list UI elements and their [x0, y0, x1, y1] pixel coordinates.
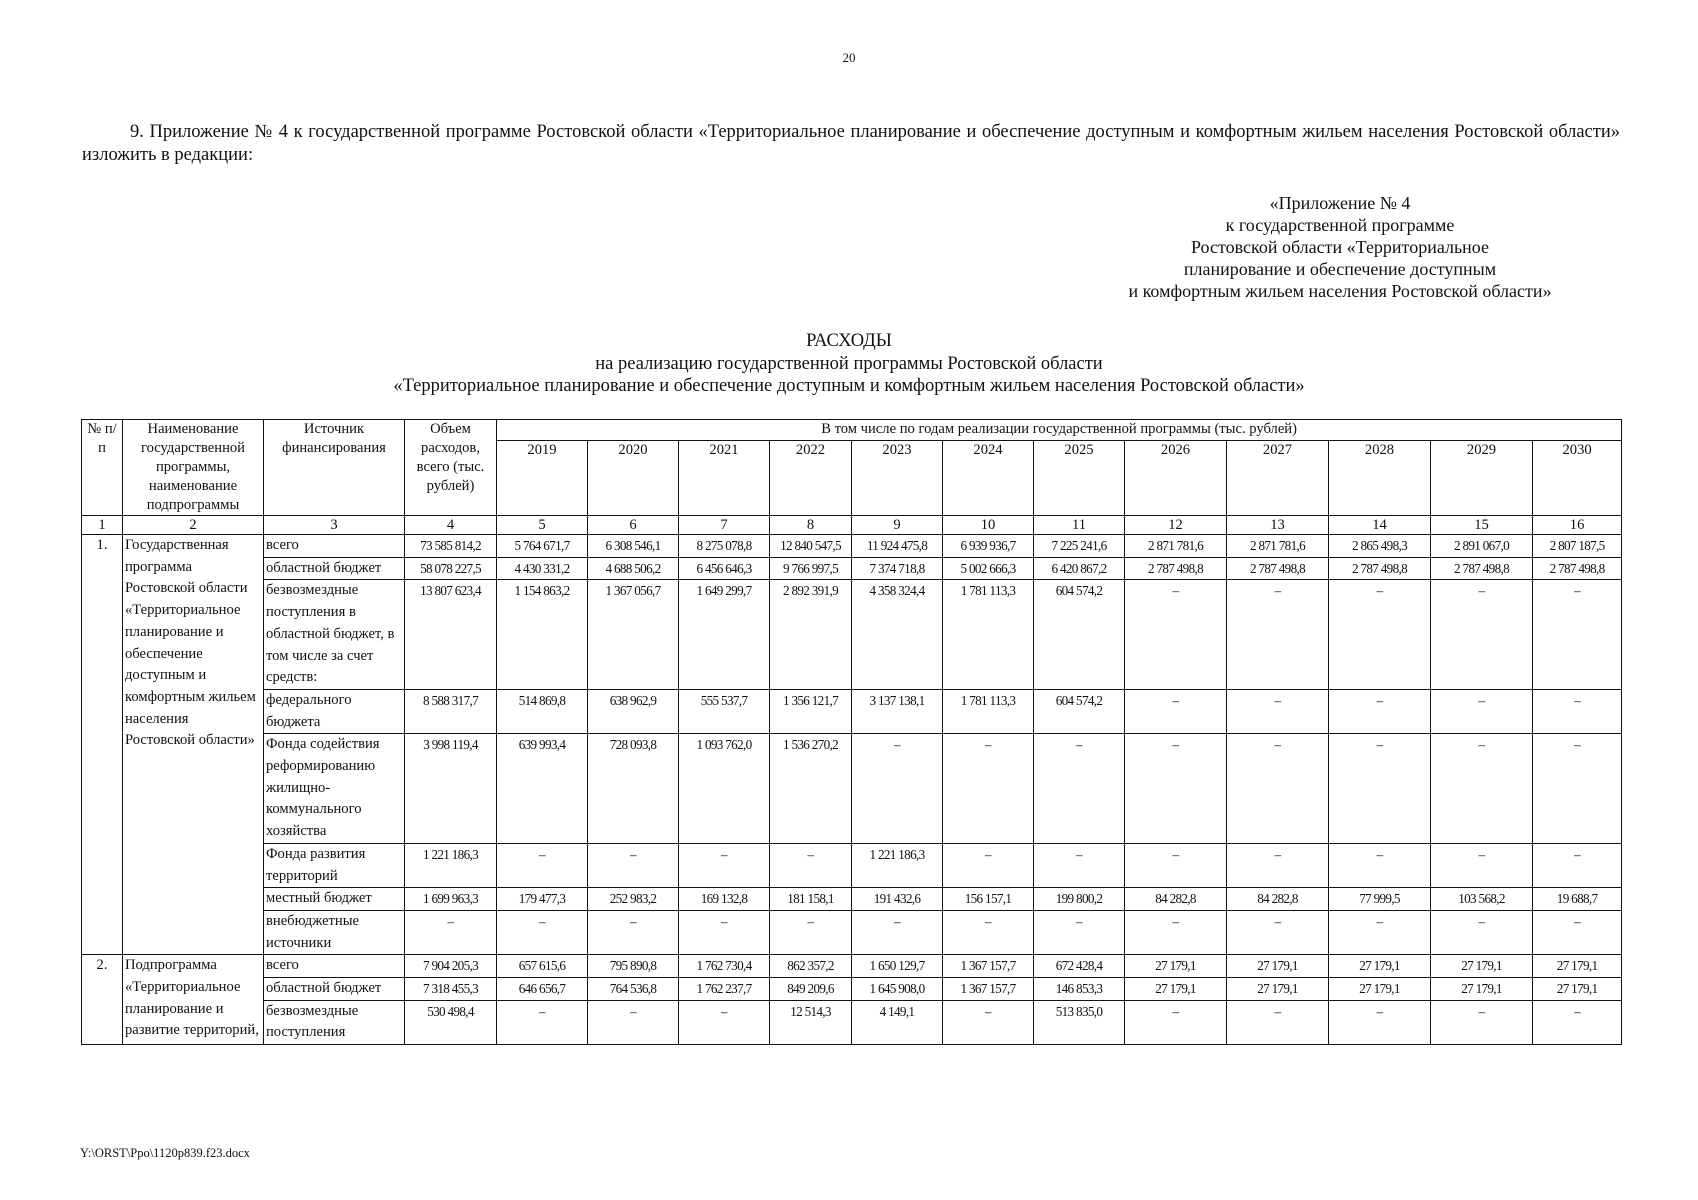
- column-number: 15: [1431, 516, 1533, 535]
- funding-source: всего: [264, 955, 405, 978]
- table-row: [82, 910, 1622, 954]
- header-years-caption: В том числе по годам реализации государственной программы (тыс. рублей): [497, 420, 1622, 441]
- year-amount: 1 154 863,2: [497, 580, 588, 690]
- year-amount: –: [1431, 734, 1533, 844]
- year-amount: –: [1125, 910, 1227, 954]
- row-number: 2.: [82, 955, 123, 1045]
- column-number: 2: [123, 516, 264, 535]
- year-amount: 657 615,6: [497, 955, 588, 978]
- header-volume: Объем расходов, всего (тыс. рублей): [405, 420, 497, 516]
- funding-source: всего: [264, 535, 405, 558]
- year-amount: –: [1227, 910, 1329, 954]
- year-amount: –: [1533, 1000, 1622, 1044]
- column-number-row: [82, 516, 1622, 535]
- year-amount: 8 275 078,8: [679, 535, 770, 558]
- table-row: [82, 689, 1622, 733]
- year-amount: 6 939 936,7: [943, 535, 1034, 558]
- year-amount: 179 477,3: [497, 888, 588, 911]
- year-amount: 2 891 067,0: [1431, 535, 1533, 558]
- year-amount: –: [679, 843, 770, 887]
- column-number: 1: [82, 516, 123, 535]
- header-year: 2024: [943, 441, 1034, 516]
- year-amount: –: [770, 910, 852, 954]
- year-amount: –: [1227, 1000, 1329, 1044]
- year-amount: 1 650 129,7: [852, 955, 943, 978]
- total-amount: 7 318 455,3: [405, 978, 497, 1001]
- year-amount: –: [1227, 689, 1329, 733]
- year-amount: 27 179,1: [1431, 955, 1533, 978]
- year-amount: –: [497, 910, 588, 954]
- total-amount: 8 588 317,7: [405, 689, 497, 733]
- funding-source: внебюджетные источники: [264, 910, 405, 954]
- year-amount: –: [1125, 1000, 1227, 1044]
- funding-source: областной бюджет: [264, 557, 405, 580]
- year-amount: 1 781 113,3: [943, 580, 1034, 690]
- amendment-paragraph: 9. Приложение № 4 к государственной программе Ростовской области «Территориальное планирование и обеспечение доступным и комфортным жильем населения Ростовской области» изложить в редакции:: [82, 122, 1620, 165]
- year-amount: 513 835,0: [1034, 1000, 1125, 1044]
- year-amount: 27 179,1: [1533, 955, 1622, 978]
- title-line: на реализацию государственной программы Ростовской области: [595, 353, 1103, 374]
- year-amount: 199 800,2: [1034, 888, 1125, 911]
- year-amount: –: [1533, 910, 1622, 954]
- header-year: 2027: [1227, 441, 1329, 516]
- total-amount: 73 585 814,2: [405, 535, 497, 558]
- year-amount: –: [1125, 580, 1227, 690]
- funding-source: Фонда развития территорий: [264, 843, 405, 887]
- column-number: 14: [1329, 516, 1431, 535]
- program-name: Подпрограмма «Территориальное планирование и развитие территорий,: [123, 955, 264, 1045]
- total-amount: –: [405, 910, 497, 954]
- column-number: 10: [943, 516, 1034, 535]
- header-year: 2019: [497, 441, 588, 516]
- year-amount: –: [1329, 734, 1431, 844]
- funding-source: безвозмездные поступления в областной бюджет, в том числе за счет средств:: [264, 580, 405, 690]
- column-number: 4: [405, 516, 497, 535]
- column-number: 5: [497, 516, 588, 535]
- year-amount: –: [1431, 580, 1533, 690]
- table-row: [82, 535, 1622, 558]
- table-row: [82, 955, 1622, 978]
- year-amount: –: [943, 1000, 1034, 1044]
- year-amount: 764 536,8: [588, 978, 679, 1001]
- year-amount: 1 762 730,4: [679, 955, 770, 978]
- title-line: «Территориальное планирование и обеспечение доступным и комфортным жильем населения Ростовской области»: [393, 376, 1305, 396]
- year-amount: 555 537,7: [679, 689, 770, 733]
- table-row: [82, 1000, 1622, 1044]
- year-amount: 2 787 498,8: [1227, 557, 1329, 580]
- year-amount: –: [679, 910, 770, 954]
- year-amount: 27 179,1: [1125, 955, 1227, 978]
- appendix-line: «Приложение № 4: [1269, 193, 1411, 213]
- year-amount: –: [1034, 843, 1125, 887]
- year-amount: 4 688 506,2: [588, 557, 679, 580]
- year-amount: –: [1431, 910, 1533, 954]
- year-amount: –: [1034, 734, 1125, 844]
- header-year: 2021: [679, 441, 770, 516]
- table-body: [82, 516, 1622, 1045]
- year-amount: –: [1227, 843, 1329, 887]
- year-amount: 2 871 781,6: [1125, 535, 1227, 558]
- year-amount: 2 787 498,8: [1125, 557, 1227, 580]
- year-amount: 84 282,8: [1227, 888, 1329, 911]
- year-amount: 6 308 546,1: [588, 535, 679, 558]
- year-amount: 4 149,1: [852, 1000, 943, 1044]
- table-row: [82, 978, 1622, 1001]
- year-amount: –: [588, 843, 679, 887]
- column-number: 8: [770, 516, 852, 535]
- year-amount: 27 179,1: [1227, 955, 1329, 978]
- year-amount: 12 514,3: [770, 1000, 852, 1044]
- year-amount: –: [943, 843, 1034, 887]
- appendix-line: Ростовской области «Территориальное: [1190, 237, 1490, 257]
- year-amount: 639 993,4: [497, 734, 588, 844]
- column-number: 13: [1227, 516, 1329, 535]
- year-amount: –: [1431, 843, 1533, 887]
- year-amount: –: [1329, 910, 1431, 954]
- column-number: 9: [852, 516, 943, 535]
- header-row: [82, 420, 1622, 441]
- year-amount: 1 367 157,7: [943, 955, 1034, 978]
- funding-source: местный бюджет: [264, 888, 405, 911]
- year-amount: –: [1227, 580, 1329, 690]
- year-amount: 1 367 056,7: [588, 580, 679, 690]
- total-amount: 3 998 119,4: [405, 734, 497, 844]
- year-amount: –: [497, 843, 588, 887]
- year-amount: –: [1125, 689, 1227, 733]
- total-amount: 13 807 623,4: [405, 580, 497, 690]
- column-number: 7: [679, 516, 770, 535]
- year-amount: 11 924 475,8: [852, 535, 943, 558]
- year-amount: 84 282,8: [1125, 888, 1227, 911]
- header-num: № п/п: [82, 420, 123, 516]
- year-amount: 2 892 391,9: [770, 580, 852, 690]
- header-name: Наименование государственной программы, наименование подпрограммы: [123, 420, 264, 516]
- year-amount: 672 428,4: [1034, 955, 1125, 978]
- table-row: [82, 843, 1622, 887]
- year-amount: 514 869,8: [497, 689, 588, 733]
- year-amount: –: [943, 734, 1034, 844]
- year-amount: –: [852, 734, 943, 844]
- year-amount: –: [1125, 734, 1227, 844]
- year-amount: 146 853,3: [1034, 978, 1125, 1001]
- year-amount: –: [770, 843, 852, 887]
- year-amount: 27 179,1: [1329, 955, 1431, 978]
- year-amount: 3 137 138,1: [852, 689, 943, 733]
- year-amount: 27 179,1: [1125, 978, 1227, 1001]
- year-amount: –: [852, 910, 943, 954]
- year-amount: 27 179,1: [1533, 978, 1622, 1001]
- year-amount: 6 420 867,2: [1034, 557, 1125, 580]
- year-amount: 7 225 241,6: [1034, 535, 1125, 558]
- year-amount: 27 179,1: [1431, 978, 1533, 1001]
- year-amount: 6 456 646,3: [679, 557, 770, 580]
- year-amount: 1 093 762,0: [679, 734, 770, 844]
- year-amount: 2 807 187,5: [1533, 535, 1622, 558]
- year-amount: 27 179,1: [1227, 978, 1329, 1001]
- year-amount: –: [1329, 1000, 1431, 1044]
- year-amount: 7 374 718,8: [852, 557, 943, 580]
- year-amount: –: [1034, 910, 1125, 954]
- year-amount: 728 093,8: [588, 734, 679, 844]
- year-amount: –: [1431, 1000, 1533, 1044]
- year-amount: 646 656,7: [497, 978, 588, 1001]
- header-year: 2029: [1431, 441, 1533, 516]
- year-amount: –: [1431, 689, 1533, 733]
- year-amount: 1 356 121,7: [770, 689, 852, 733]
- year-amount: 604 574,2: [1034, 689, 1125, 733]
- table-row: [82, 557, 1622, 580]
- year-amount: 252 983,2: [588, 888, 679, 911]
- year-amount: 5 764 671,7: [497, 535, 588, 558]
- year-amount: 1 762 237,7: [679, 978, 770, 1001]
- table-row: [82, 888, 1622, 911]
- total-amount: 7 904 205,3: [405, 955, 497, 978]
- funding-source: безвозмездные поступления: [264, 1000, 405, 1044]
- table-row: [82, 580, 1622, 690]
- year-amount: 156 157,1: [943, 888, 1034, 911]
- header-year: 2023: [852, 441, 943, 516]
- year-amount: 77 999,5: [1329, 888, 1431, 911]
- total-amount: 530 498,4: [405, 1000, 497, 1044]
- total-amount: 1 221 186,3: [405, 843, 497, 887]
- title-line: РАСХОДЫ: [806, 331, 892, 351]
- year-amount: –: [679, 1000, 770, 1044]
- year-amount: 27 179,1: [1329, 978, 1431, 1001]
- year-amount: 2 865 498,3: [1329, 535, 1431, 558]
- file-path-footer: Y:\ORST\Ppo\1120p839.f23.docx: [80, 1146, 250, 1160]
- funding-source: областной бюджет: [264, 978, 405, 1001]
- header-year: 2022: [770, 441, 852, 516]
- appendix-line: и комфортным жильем населения Ростовской области»: [1128, 281, 1552, 301]
- year-amount: 795 890,8: [588, 955, 679, 978]
- year-amount: 2 787 498,8: [1431, 557, 1533, 580]
- year-amount: 849 209,6: [770, 978, 852, 1001]
- year-amount: 5 002 666,3: [943, 557, 1034, 580]
- year-amount: –: [1329, 689, 1431, 733]
- year-amount: 191 432,6: [852, 888, 943, 911]
- year-amount: –: [1227, 734, 1329, 844]
- year-amount: –: [943, 910, 1034, 954]
- year-amount: 1 649 299,7: [679, 580, 770, 690]
- year-amount: –: [497, 1000, 588, 1044]
- appendix-line: планирование и обеспечение доступным: [1183, 259, 1497, 279]
- header-year: 2025: [1034, 441, 1125, 516]
- header-year: 2020: [588, 441, 679, 516]
- year-amount: 19 688,7: [1533, 888, 1622, 911]
- expenditure-table: [81, 419, 1622, 1045]
- program-name: Государственная программа Ростовской области «Территориальное планирование и обеспечение доступным и комфортным жильем населения Ростовской области»: [123, 535, 264, 955]
- total-amount: 58 078 227,5: [405, 557, 497, 580]
- year-amount: 604 574,2: [1034, 580, 1125, 690]
- page-number: 20: [842, 50, 856, 65]
- header-year: 2030: [1533, 441, 1622, 516]
- year-amount: 1 221 186,3: [852, 843, 943, 887]
- funding-source: Фонда содействия реформированию жилищно-коммунального хозяйства: [264, 734, 405, 844]
- column-number: 11: [1034, 516, 1125, 535]
- year-amount: –: [1329, 843, 1431, 887]
- year-amount: 1 536 270,2: [770, 734, 852, 844]
- column-number: 6: [588, 516, 679, 535]
- column-number: 3: [264, 516, 405, 535]
- year-amount: –: [1533, 689, 1622, 733]
- document-title: [0, 330, 1698, 398]
- year-amount: –: [1533, 580, 1622, 690]
- year-amount: 2 787 498,8: [1329, 557, 1431, 580]
- column-number: 12: [1125, 516, 1227, 535]
- year-amount: 12 840 547,5: [770, 535, 852, 558]
- header-year: 2026: [1125, 441, 1227, 516]
- column-number: 16: [1533, 516, 1622, 535]
- header-source: Источник финансирования: [264, 420, 405, 516]
- year-amount: 9 766 997,5: [770, 557, 852, 580]
- funding-source: федерального бюджета: [264, 689, 405, 733]
- year-amount: 862 357,2: [770, 955, 852, 978]
- total-amount: 1 699 963,3: [405, 888, 497, 911]
- year-amount: 2 871 781,6: [1227, 535, 1329, 558]
- year-amount: –: [588, 1000, 679, 1044]
- year-amount: 103 568,2: [1431, 888, 1533, 911]
- appendix-line: к государственной программе: [1225, 215, 1455, 235]
- year-amount: 1 645 908,0: [852, 978, 943, 1001]
- year-amount: 1 781 113,3: [943, 689, 1034, 733]
- header-year: 2028: [1329, 441, 1431, 516]
- year-amount: –: [1329, 580, 1431, 690]
- year-amount: 2 787 498,8: [1533, 557, 1622, 580]
- year-amount: –: [1125, 843, 1227, 887]
- year-amount: 4 358 324,4: [852, 580, 943, 690]
- appendix-reference: [1060, 192, 1620, 302]
- year-amount: –: [1533, 734, 1622, 844]
- year-amount: 181 158,1: [770, 888, 852, 911]
- year-amount: 4 430 331,2: [497, 557, 588, 580]
- year-amount: 1 367 157,7: [943, 978, 1034, 1001]
- table-row: [82, 734, 1622, 844]
- year-amount: 169 132,8: [679, 888, 770, 911]
- year-amount: –: [1533, 843, 1622, 887]
- year-amount: –: [588, 910, 679, 954]
- row-number: 1.: [82, 535, 123, 955]
- year-amount: 638 962,9: [588, 689, 679, 733]
